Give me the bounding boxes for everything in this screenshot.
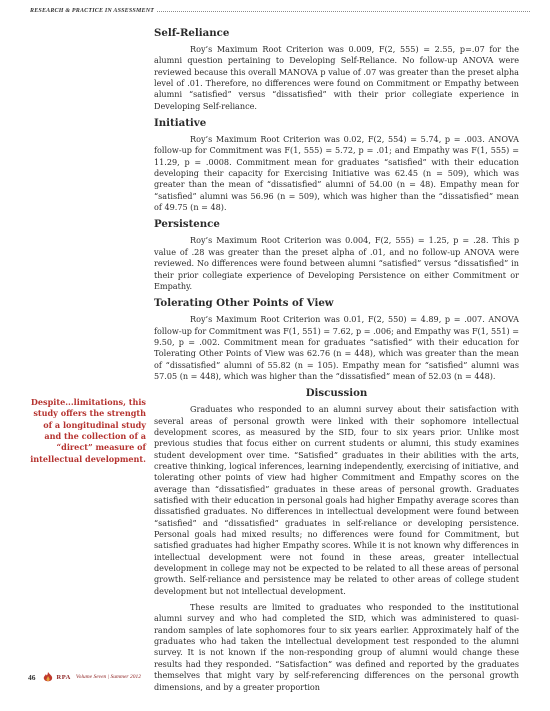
section-heading: Discussion xyxy=(305,387,368,400)
paragraph: Graduates who responded to an alumni survey about their satisfaction with several areas of personal growth were linked with their sophomore intellectual development scores, as measured by the SID, four to six years prior. Unlike most previous studies that focus either on current students or alumni, this study examines student development over time. “Satisfied” graduates in their abilities with the arts, creative thinking, logical inferences, learning independently, exercising of initiative, and tolerating other points of view had higher Commitment and Empathy scores on the average than “dissatisfied” graduates in these areas of personal growth. Graduates satisfied with their education in personal goals had higher Empathy average scores than dissatisfied graduates. No differences in intellectual development were found between “satisfied” and “dissatisfied” graduates in self-reliance or developing persistence. Personal goals had mixed results; no differences were found for Commitment, but satisfied graduates had higher Empathy scores. While it is not known why differences in intellectual development were not found in these areas, greater intellectual development in college may not be expected to be related to all these areas of personal growth. Self-reliance and persistence may be related to other areas of college student development but not intellectual development. xyxy=(154,404,519,596)
volume-info: Volume Seven | Summer 2012 xyxy=(75,674,141,680)
header-dotted-rule xyxy=(157,11,530,12)
page-footer xyxy=(28,671,141,683)
paragraph: Roy’s Maximum Root Criterion was 0.02, F(2, 554) = 5.74, p = .003. ANOVA follow-up for Commitment was F(1, 555) = 5.72, p = .01; and Empathy was F(1, 555) = 11.29, p = .0008. Commitment mean for graduates “satisfied” with their education developing their capacity for Exercising Initiative was 62.45 (n = 509), which was greater than the mean of “dissatisfied” alumni of 54.00 (n = 48). Empathy mean for “satisfied” alumni was 56.96 (n = 509), which was higher than the “dissatisfied” mean of 49.75 (n = 48). xyxy=(154,134,519,213)
section-self-reliance xyxy=(154,27,519,112)
pull-quote: Despite...limitations, this study offers the strength of a longitudinal study and the collection of a “direct” measure of intellectual development. xyxy=(30,397,146,464)
article-body xyxy=(154,27,519,698)
section-heading: Tolerating Other Points of View xyxy=(154,297,334,310)
flame-icon xyxy=(41,671,55,683)
running-title: RESEARCH & PRACTICE IN ASSESSMENT xyxy=(30,8,155,14)
paragraph: Roy’s Maximum Root Criterion was 0.009, F(2, 555) = 2.55, p=.07 for the alumni question pertaining to Developing Self-Reliance. No follow-up ANOVA were reviewed because this overall MANOVA p value of .07 was greater than the preset alpha level of .01. Therefore, no differences were found on Commitment or Empathy between alumni “satisfied” versus “dissatisfied” with their prior collegiate experience in Developing Self-reliance. xyxy=(154,44,519,111)
section-persistence xyxy=(154,218,519,292)
paragraph: These results are limited to graduates who responded to the institutional alumni survey and who had completed the SID, which was administered to quasi-random samples of late sophomores four to six years earlier. Approximately half of the graduates who had taken the intellectual development test responded to the alumni survey. It is not known if the non-responding group of alumni would change these results had they responded. “Satisfaction” was defined and reported by the graduates themselves that might vary by self-referencing differences on the personal growth dimensions, and by a greater proportion xyxy=(154,602,519,692)
running-header xyxy=(30,8,530,14)
paragraph: Roy’s Maximum Root Criterion was 0.004, F(2, 555) = 1.25, p = .28. This p value of .28 was greater than the preset alpha of .01, and no follow-up ANOVA were reviewed. No differences were found between alumni “satisfied” versus “dissatisfied” in their prior collegiate experience of Developing Persistence on either Commitment or Empathy. xyxy=(154,235,519,291)
section-initiative xyxy=(154,117,519,213)
paragraph: Roy’s Maximum Root Criterion was 0.01, F(2, 550) = 4.89, p = .007. ANOVA follow-up for Commitment was F(1, 551) = 7.62, p = .006; and Empathy was F(1, 551) = 9.50, p = .002. Commitment mean for graduates “satisfied” with their education for Tolerating Other Points of View was 62.76 (n = 448), which was greater than the mean of “dissatisfied” alumni of 55.82 (n = 105). Empathy mean for “satisfied” alumni was 57.05 (n = 448), which was higher than the “dissatisfied” mean of 52.03 (n = 448). xyxy=(154,314,519,381)
section-tolerating-other-points-of-view xyxy=(154,297,519,382)
journal-logo xyxy=(41,671,71,683)
section-heading: Persistence xyxy=(154,218,220,231)
logo-text: RPA xyxy=(56,673,71,681)
section-heading: Initiative xyxy=(154,117,207,130)
section-discussion xyxy=(154,387,519,693)
section-heading: Self-Reliance xyxy=(154,27,230,39)
page-number: 46 xyxy=(28,672,36,682)
